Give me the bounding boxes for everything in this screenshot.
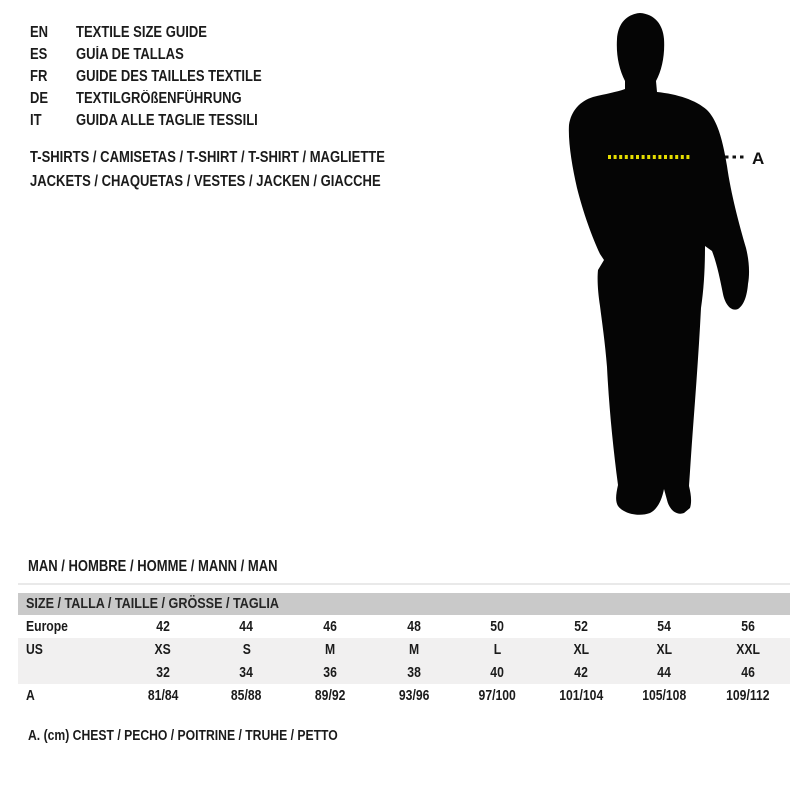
row-label [18,665,121,681]
language-list [30,22,297,132]
man-silhouette-figure [555,8,785,520]
lang-row-es [30,44,297,66]
table-row-us-numbers [18,661,790,684]
lang-label: TEXTILE SIZE GUIDE [76,24,207,41]
lang-code: FR [30,68,48,85]
size-cell: XL [656,641,673,658]
measure-label-a: A [752,149,765,168]
lang-label: GUIDE DES TAILLES TEXTILE [76,68,262,85]
table-row-europe [18,615,790,638]
size-cell: 44 [657,664,672,681]
size-cell: 42 [574,664,588,681]
size-cell: XS [154,641,171,658]
man-silhouette-svg [555,8,785,520]
lang-row-fr [30,66,297,88]
size-cell: 46 [323,618,337,635]
size-cell: 105/108 [642,687,687,704]
footnote-chest-measure: A. (cm) CHEST / PECHO / POITRINE / TRUHE / PETTO [28,728,338,744]
size-cell: 109/112 [726,687,770,704]
row-label: Europe [26,618,68,635]
size-cell: 34 [239,664,254,681]
man-silhouette-shape [569,13,749,515]
lang-row-en [30,22,297,44]
size-cell: 40 [490,664,505,681]
size-cell: M [408,641,419,658]
size-cell: 46 [741,664,755,681]
size-cell: 89/92 [314,687,346,704]
size-cell: 36 [323,664,337,681]
lang-row-it [30,110,297,132]
size-cell: M [324,641,336,658]
lang-code: IT [30,112,42,129]
size-cell: 48 [406,618,421,635]
table-row-us-letters [18,638,790,661]
size-cell: 38 [406,664,421,681]
size-cell: 42 [156,618,170,635]
row-label: A [26,687,35,704]
table-row-chest-a [18,684,790,707]
size-cell: 44 [239,618,254,635]
size-cell: 97/100 [478,687,516,704]
size-cell: 54 [657,618,672,635]
lang-label: TEXTILGRÖßENFÜHRUNG [76,90,242,107]
lang-label: GUIDA ALLE TAGLIE TESSILI [76,112,258,129]
size-cell: 85/88 [231,687,262,704]
size-cell: 32 [156,664,170,681]
row-label: US [26,641,43,658]
category-line-tshirts: T-SHIRTS / CAMISETAS / T-SHIRT / T-SHIRT / MAGLIETTE [30,149,385,166]
lang-row-de [30,88,297,110]
size-cell: XXL [736,641,761,658]
size-cell: 81/84 [147,687,179,704]
size-cell: 93/96 [398,687,429,704]
size-table-header: SIZE / TALLA / TAILLE / GRÖSSE / TAGLIA [18,593,790,615]
size-cell: 50 [490,618,505,635]
category-list [30,146,453,194]
size-table [18,583,790,707]
lang-label: GUÍA DE TALLAS [76,46,184,63]
section-title-man: MAN / HOMBRE / HOMME / MANN / MAN [28,558,278,575]
size-cell: XL [573,641,589,658]
size-cell: L [493,641,502,658]
category-line-jackets: JACKETS / CHAQUETAS / VESTES / JACKEN / GIACCHE [30,173,381,190]
size-cell: 101/104 [558,687,603,704]
size-cell: S [242,641,251,658]
size-cell: 52 [574,618,588,635]
lang-code: EN [30,24,49,41]
lang-code: ES [30,46,48,63]
size-cell: 56 [741,618,755,635]
lang-code: DE [30,90,49,107]
